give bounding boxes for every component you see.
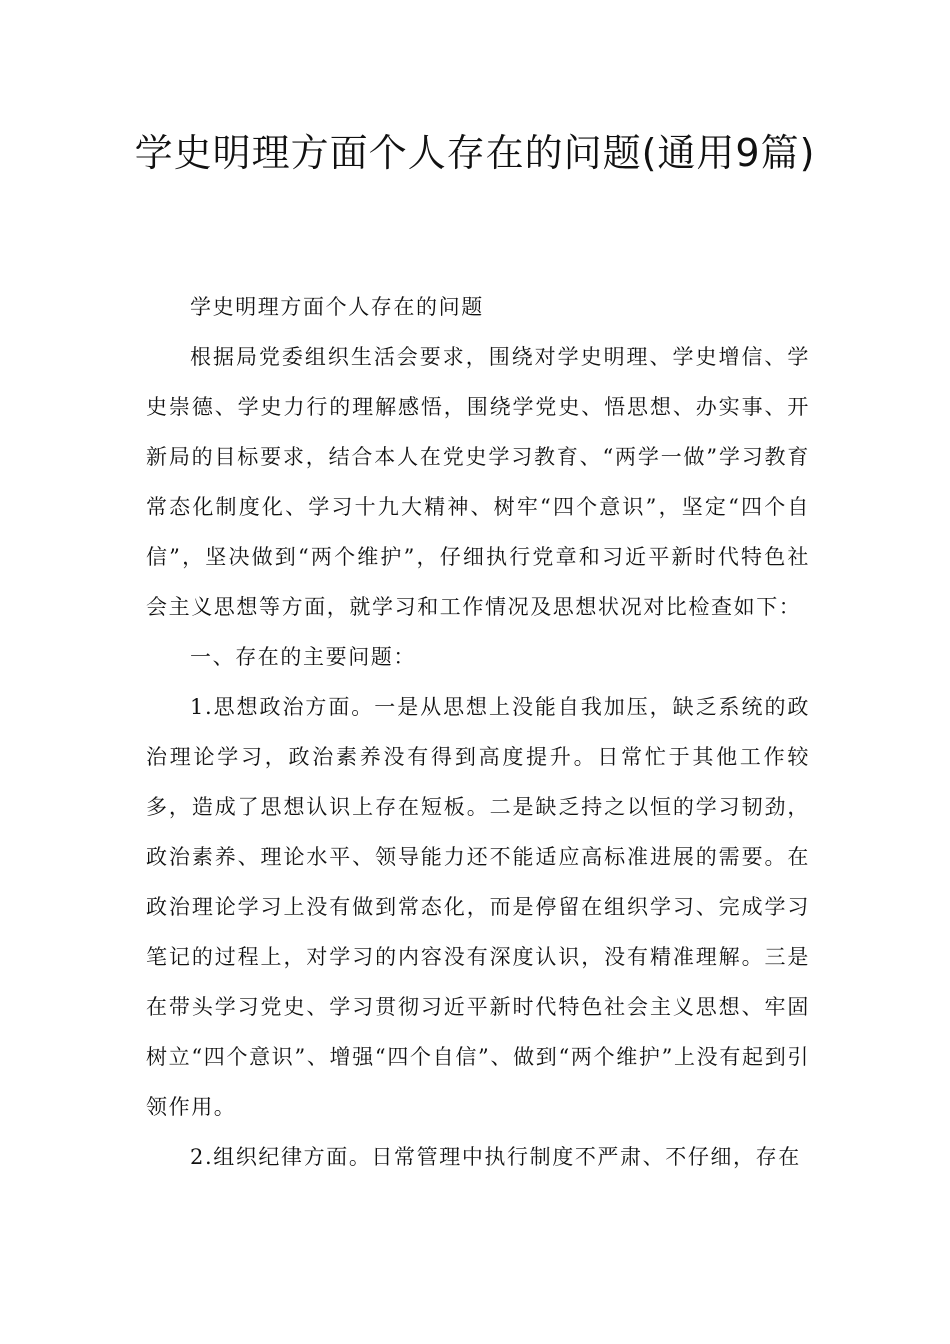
- document-title: 学史明理方面个人存在的问题(通用9篇): [134, 131, 816, 175]
- document-body: [146, 282, 810, 1182]
- paragraph-intro: 根据局党委组织生活会要求，围绕对学史明理、学史增信、学史崇德、学史力行的理解感悟，围绕学党史、悟思想、办实事、开新局的目标要求，结合本人在党史学习教育、“两学一做”学习教育常态化制度化、学习十九大精神、树牢“四个意识”，坚定“四个自信”，坚决做到“两个维护”，仔细执行党章和习近平新时代特色社会主义思想等方面，就学习和工作情况及思想状况对比检查如下：: [146, 345, 810, 619]
- section-heading: 学史明理方面个人存在的问题: [190, 295, 484, 319]
- paragraph-organizational-discipline: 2.组织纪律方面。日常管理中执行制度不严肃、不仔细，存在: [190, 1145, 801, 1169]
- paragraph-political-thought: 1.思想政治方面。一是从思想上没能自我加压，缺乏系统的政治理论学习，政治素养没有得到高度提升。日常忙于其他工作较多，造成了思想认识上存在短板。二是缺乏持之以恒的学习韧劲，政治素养、理论水平、领导能力还不能适应高标准进展的需要。在政治理论学习上没有做到常态化，而是停留在组织学习、完成学习笔记的过程上，对学习的内容没有深度认识，没有精准理解。三是在带头学习党史、学习贯彻习近平新时代特色社会主义思想、牢固树立“四个意识”、增强“四个自信”、做到“两个维护”上没有起到引领作用。: [146, 695, 810, 1119]
- paragraph-section-one-heading: 一、存在的主要问题：: [190, 645, 416, 669]
